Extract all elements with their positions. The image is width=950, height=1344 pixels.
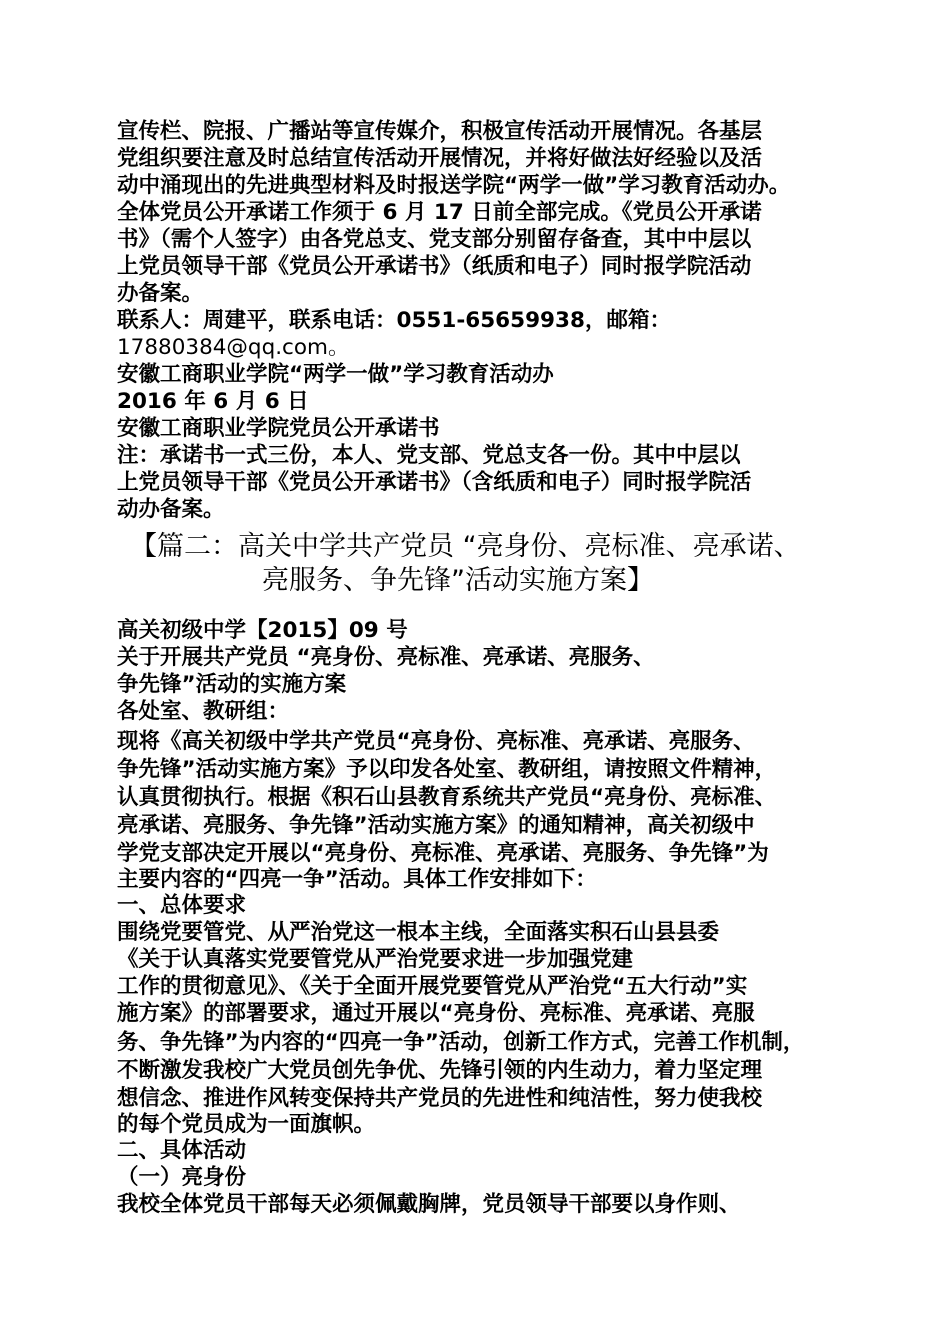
- text-line: 宣传栏、院报、广播站等宣传媒介，积极宣传活动开展情况。各基层: [117, 119, 763, 144]
- note-line: 动办备案。: [117, 497, 225, 522]
- email-line: 17880384@qq.com。: [117, 335, 350, 360]
- text-line: 工作的贯彻意见》、《关于全面开展党要管党从严治党“五大行动”实: [117, 974, 748, 999]
- text-line: 务、争先锋”为内容的“四亮一争”活动，创新工作方式，完善工作机制，: [117, 1030, 805, 1055]
- document-number: 高关初级中学【2015】09 号: [117, 618, 408, 643]
- text-line: 党组织要注意及时总结宣传活动开展情况，并将好做法好经验以及活: [117, 146, 763, 171]
- text-line: 学党支部决定开展以“亮身份、亮标准、亮承诺、亮服务、争先锋”为: [117, 841, 769, 866]
- subheading: 二、具体活动: [117, 1138, 247, 1163]
- text-line: 动中涌现出的先进典型材料及时报送学院“两学一做”学习教育活动办。: [117, 173, 791, 198]
- document-title: 关于开展共产党员 “亮身份、亮标准、亮承诺、亮服务、: [117, 645, 655, 670]
- text-line: 全体党员公开承诺工作须于 6 月 17 日前全部完成。《党员公开承诺: [117, 200, 762, 225]
- text-line: 争先锋”活动实施方案》予以印发各处室、教研组，请按照文件精神，: [117, 757, 777, 782]
- commitment-title: 安徽工商职业学院党员公开承诺书: [117, 416, 440, 441]
- salutation: 各处室、教研组：: [117, 699, 290, 724]
- subheading: （一）亮身份: [117, 1165, 247, 1190]
- note-line: 上党员领导干部《党员公开承诺书》（含纸质和电子）同时报学院活: [117, 470, 752, 495]
- document-title: 争先锋”活动的实施方案: [117, 672, 347, 697]
- text-line: 想信念、推进作风转变保持共产党员的先进性和纯洁性，努力使我校: [117, 1086, 763, 1111]
- subheading: 一、总体要求: [117, 893, 247, 918]
- text-line: 《关于认真落实党要管党从严治党要求进一步加强党建: [117, 947, 634, 972]
- office-signature: 安徽工商职业学院“两学一做”学习教育活动办: [117, 362, 554, 387]
- text-line: 办备案。: [117, 281, 204, 306]
- section-heading-line2: 亮服务、争先锋”活动实施方案】: [262, 565, 654, 596]
- note-line: 注：承诺书一式三份，本人、党支部、党总支各一份。其中中层以: [117, 443, 741, 468]
- date-line: 2016 年 6 月 6 日: [117, 389, 309, 414]
- text-line: 不断激发我校广大党员创先争优、先锋引领的内生动力，着力坚定理: [117, 1058, 763, 1083]
- section-heading-line1: 【篇二：高关中学共产党员 “亮身份、亮标准、亮承诺、: [130, 531, 801, 562]
- text-line: 主要内容的“四亮一争”活动。具体工作安排如下：: [117, 867, 597, 892]
- text-line: 上党员领导干部《党员公开承诺书》（纸质和电子）同时报学院活动: [117, 254, 752, 279]
- text-line: 的每个党员成为一面旗帜。: [117, 1112, 376, 1137]
- text-line: 认真贯彻执行。根据《积石山县教育系统共产党员“亮身份、亮标准、: [117, 785, 777, 810]
- text-line: 我校全体党员干部每天必须佩戴胸牌，党员领导干部要以身作则、: [117, 1192, 741, 1217]
- text-line: 现将《高关初级中学共产党员“亮身份、亮标准、亮承诺、亮服务、: [117, 729, 755, 754]
- contact-line: 联系人：周建平，联系电话：0551-65659938，邮箱：: [117, 308, 671, 333]
- text-line: 亮承诺、亮服务、争先锋”活动实施方案》的通知精神，高关初级中: [117, 813, 755, 838]
- text-line: 书》（需个人签字）由各党总支、党支部分别留存备查，其中中层以: [117, 227, 752, 252]
- text-line: 施方案》的部署要求，通过开展以“亮身份、亮标准、亮承诺、亮服: [117, 1001, 755, 1026]
- text-line: 围绕党要管党、从严治党这一根本主线，全面落实积石山县县委: [117, 920, 720, 945]
